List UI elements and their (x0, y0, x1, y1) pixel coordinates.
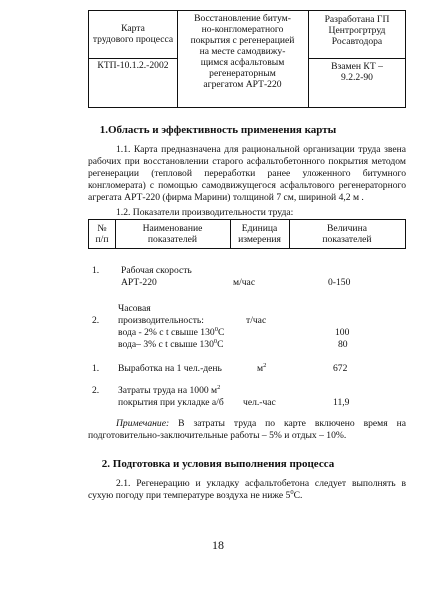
row-1-num: 1. (92, 265, 100, 276)
col-name-header: Наименование показателей (142, 223, 203, 245)
row-3-num: 1. (92, 363, 100, 374)
row-3-unit: $м^2$ (257, 361, 267, 374)
section-2-title: 2. Подготовка и условия выполнения процесса (101, 458, 335, 470)
row-4-value: 11,9 (333, 397, 350, 408)
row-3-name: Выработка на 1 чел.-день (118, 363, 222, 374)
row-2-sub-2-value: 80 (338, 339, 348, 350)
row-2-sub-2: вода– 3% с t свыше $130^0C$ (118, 337, 224, 350)
col-value-header: Величина показателей (322, 223, 372, 245)
row-2-sub-1: вода - 2% с t свыше $130^0C$ (118, 325, 225, 338)
note-label: Примечание: (116, 418, 170, 429)
paragraph-2-1: 2.1. Регенерацию и укладку асфальтобетона следует выполнять в сухую погоду при температуре воздуха не ниже $5^0С$. (88, 478, 406, 501)
row-2-unit: т/час (246, 315, 267, 326)
replaces: Взамен КТ – 9.2.2-90 (331, 61, 383, 83)
row-4-num: 2. (92, 385, 100, 396)
row-1-value: 0-150 (328, 277, 351, 288)
col-unit-header: Единица измерения (238, 223, 281, 245)
section-1-title: 1.Область и эффективность применения карты (99, 124, 337, 136)
header-hline (89, 58, 177, 59)
col-num-header: № п/п (95, 223, 109, 245)
paragraph-1-1: 1.1. Карта предназначена для рациональной организации труда звена рабочих при восстановлении старого асфальтобетонного покрытия методом регенерации (тепловой переработки ранее уложенного битумного конгломерата) с помощью самодвижущегося асфальтового регенераторного агрегата АРТ-220 (фирма Марини) толщиной 7 см, шириной 4,2 м . (88, 144, 406, 203)
developer: Разработана ГП Центрогртруд Росавтодора (324, 14, 390, 47)
row-4-name: Затраты труда на 1000 $м^2$ покрытия при укладке а/б (118, 383, 224, 408)
row-1-unit: м/час (233, 277, 256, 288)
row-2-sub-1-value: 100 (335, 327, 350, 338)
header-table (88, 10, 406, 108)
card-code: КТП-10.1.2.-2002 (97, 60, 169, 71)
page-number: 18 (212, 538, 224, 552)
row-2-name: Часовая производительность: (118, 303, 204, 326)
row-2-num: 2. (92, 315, 100, 326)
process-title: Восстановление битум- но-конгломератного покрытия с регенерацией на месте самодвижу- щимся асфальтовым регенераторным агрегатом АРТ-220 (190, 13, 295, 90)
row-1-name: Рабочая скорость АРТ-220 (121, 265, 192, 288)
performance-table-header (88, 219, 406, 249)
paragraph-1-2: 1.2. Показатели производительности труда: (116, 207, 294, 218)
row-3-value: 672 (333, 363, 348, 374)
header-hline (308, 58, 406, 59)
row-4-unit: чел.-час (243, 397, 276, 408)
card-title: Карта трудового процесса (92, 23, 174, 45)
note: Примечание: В затраты труда по карте включено время на подготовительно-заключительные работы – 5% и отдых – 10%. (88, 418, 406, 441)
